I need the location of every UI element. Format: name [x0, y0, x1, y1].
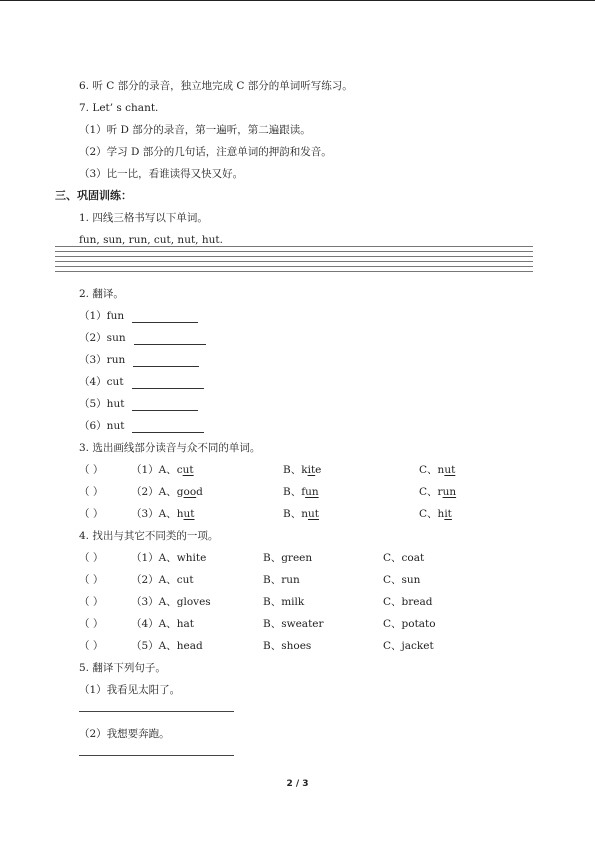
step-7-2: （2）学习 D 部分的几句话，注意单词的押韵和发音。: [79, 146, 332, 158]
q3-number: （2）A、: [131, 486, 177, 498]
page-number: 2 / 3: [286, 779, 309, 789]
step-6: 6. 听 C 部分的录音，独立地完成 C 部分的单词听写练习。: [79, 80, 353, 92]
step-7-1: （1）听 D 部分的录音，第一遍听，第二遍跟读。: [79, 124, 311, 136]
q4-option-c: C、potato: [383, 618, 436, 630]
answer-blank[interactable]: [133, 356, 199, 367]
q4-option-c: C、sun: [383, 574, 421, 586]
q3-a-pre: h: [176, 508, 184, 520]
q2-item: [79, 397, 198, 411]
q3-b-label: B、: [283, 486, 302, 498]
q3-b-post: e: [315, 464, 322, 476]
q3-a-underlined: ut: [183, 508, 195, 520]
q2-item: [79, 331, 206, 345]
q4-option-a: （1）A、white: [131, 552, 207, 564]
q3-option-b: [283, 485, 319, 499]
q2-item-label: （6）nut: [79, 420, 125, 432]
step-7-3: （3）比一比，看谁读得又快又好。: [79, 168, 244, 180]
q4-option-b: B、green: [263, 552, 313, 564]
answer-line[interactable]: [79, 755, 234, 756]
q3-b-pre: k: [301, 464, 308, 476]
q4-title: 4. 找出与其它不同类的一项。: [79, 530, 219, 542]
q2-item: [79, 375, 204, 389]
q3-b-underlined: it: [307, 464, 316, 476]
q3-c-label: C、: [419, 464, 438, 476]
q1-words: fun, sun, run, cut, nut, hut.: [79, 234, 223, 246]
q3-option-c: [419, 507, 452, 521]
q3-c-underlined: it: [444, 508, 452, 520]
q3-answer-paren[interactable]: （ ）: [79, 464, 104, 476]
q4-option-a: （2）A、cut: [131, 574, 194, 586]
answer-blank[interactable]: [132, 312, 198, 323]
q3-title: 3. 选出画线部分读音与众不同的单词。: [79, 442, 261, 454]
q3-a-underlined: ut: [182, 464, 194, 476]
q3-option-b: [283, 463, 321, 477]
q3-b-label: B、: [283, 508, 302, 520]
q3-b-label: B、: [283, 464, 302, 476]
q3-b-underlined: ut: [307, 508, 319, 520]
four-line-writing-grid[interactable]: [55, 246, 533, 276]
q3-a-post: d: [196, 486, 203, 498]
q3-number: （3）A、: [131, 508, 177, 520]
q4-option-b: B、sweater: [263, 618, 324, 630]
q3-option-b: [283, 507, 319, 521]
q2-item-label: （3）run: [79, 354, 126, 366]
q2-item-label: （4）cut: [79, 376, 124, 388]
section-heading: 三、巩固训练：: [55, 189, 132, 202]
q3-b-pre: f: [301, 486, 306, 498]
answer-blank[interactable]: [132, 422, 204, 433]
step-7: 7. Let’ s chant.: [79, 102, 159, 114]
q2-item: [79, 309, 198, 323]
q3-number: （1）A、: [131, 464, 177, 476]
q2-item-label: （5）hut: [79, 398, 125, 410]
q3-answer-paren[interactable]: （ ）: [79, 508, 104, 520]
top-border: [0, 0, 595, 1]
q3-option-a: [131, 507, 195, 521]
answer-line[interactable]: [79, 711, 234, 712]
q4-option-c: C、jacket: [383, 640, 434, 652]
q3-c-pre: r: [437, 486, 443, 498]
q3-a-underlined: oo: [183, 486, 197, 498]
answer-blank[interactable]: [134, 334, 206, 345]
q3-c-label: C、: [419, 486, 438, 498]
q3-c-label: C、: [419, 508, 438, 520]
q3-c-underlined: ut: [444, 464, 456, 476]
q4-option-a: （3）A、gloves: [131, 596, 211, 608]
q3-option-a: [131, 485, 203, 499]
q3-option-a: [131, 463, 194, 477]
q3-b-pre: n: [301, 508, 308, 520]
q4-option-b: B、milk: [263, 596, 305, 608]
q4-answer-paren[interactable]: （ ）: [79, 640, 104, 652]
q4-answer-paren[interactable]: （ ）: [79, 552, 104, 564]
q4-answer-paren[interactable]: （ ）: [79, 596, 104, 608]
answer-blank[interactable]: [132, 378, 204, 389]
q2-item-label: （1）fun: [79, 310, 125, 322]
q2-item: [79, 419, 204, 433]
answer-blank[interactable]: [132, 400, 198, 411]
q2-item-label: （2）sun: [79, 332, 126, 344]
q4-option-b: B、run: [263, 574, 300, 586]
q4-option-b: B、shoes: [263, 640, 312, 652]
q3-answer-paren[interactable]: （ ）: [79, 486, 104, 498]
q3-c-underlined: un: [442, 486, 457, 498]
q3-a-pre: c: [176, 464, 183, 476]
q3-c-pre: h: [437, 508, 445, 520]
q4-option-a: （5）A、head: [131, 640, 203, 652]
q1-title: 1. 四线三格书写以下单词。: [79, 212, 208, 224]
q2-item: [79, 353, 199, 367]
q3-b-underlined: un: [305, 486, 319, 498]
q4-answer-paren[interactable]: （ ）: [79, 618, 104, 630]
q3-option-c: [419, 463, 455, 477]
q3-c-pre: n: [437, 464, 445, 476]
q2-title: 2. 翻译。: [79, 288, 124, 300]
q4-option-c: C、bread: [383, 596, 433, 608]
q3-option-c: [419, 485, 456, 499]
q4-option-c: C、coat: [383, 552, 425, 564]
q5-title: 5. 翻译下列句子。: [79, 662, 166, 674]
q4-option-a: （4）A、hat: [131, 618, 195, 630]
q5-item-1: （1）我看见太阳了。: [79, 684, 181, 696]
q4-answer-paren[interactable]: （ ）: [79, 574, 104, 586]
q3-a-pre: g: [176, 486, 184, 498]
q5-item-2: （2）我想要奔跑。: [79, 728, 170, 740]
